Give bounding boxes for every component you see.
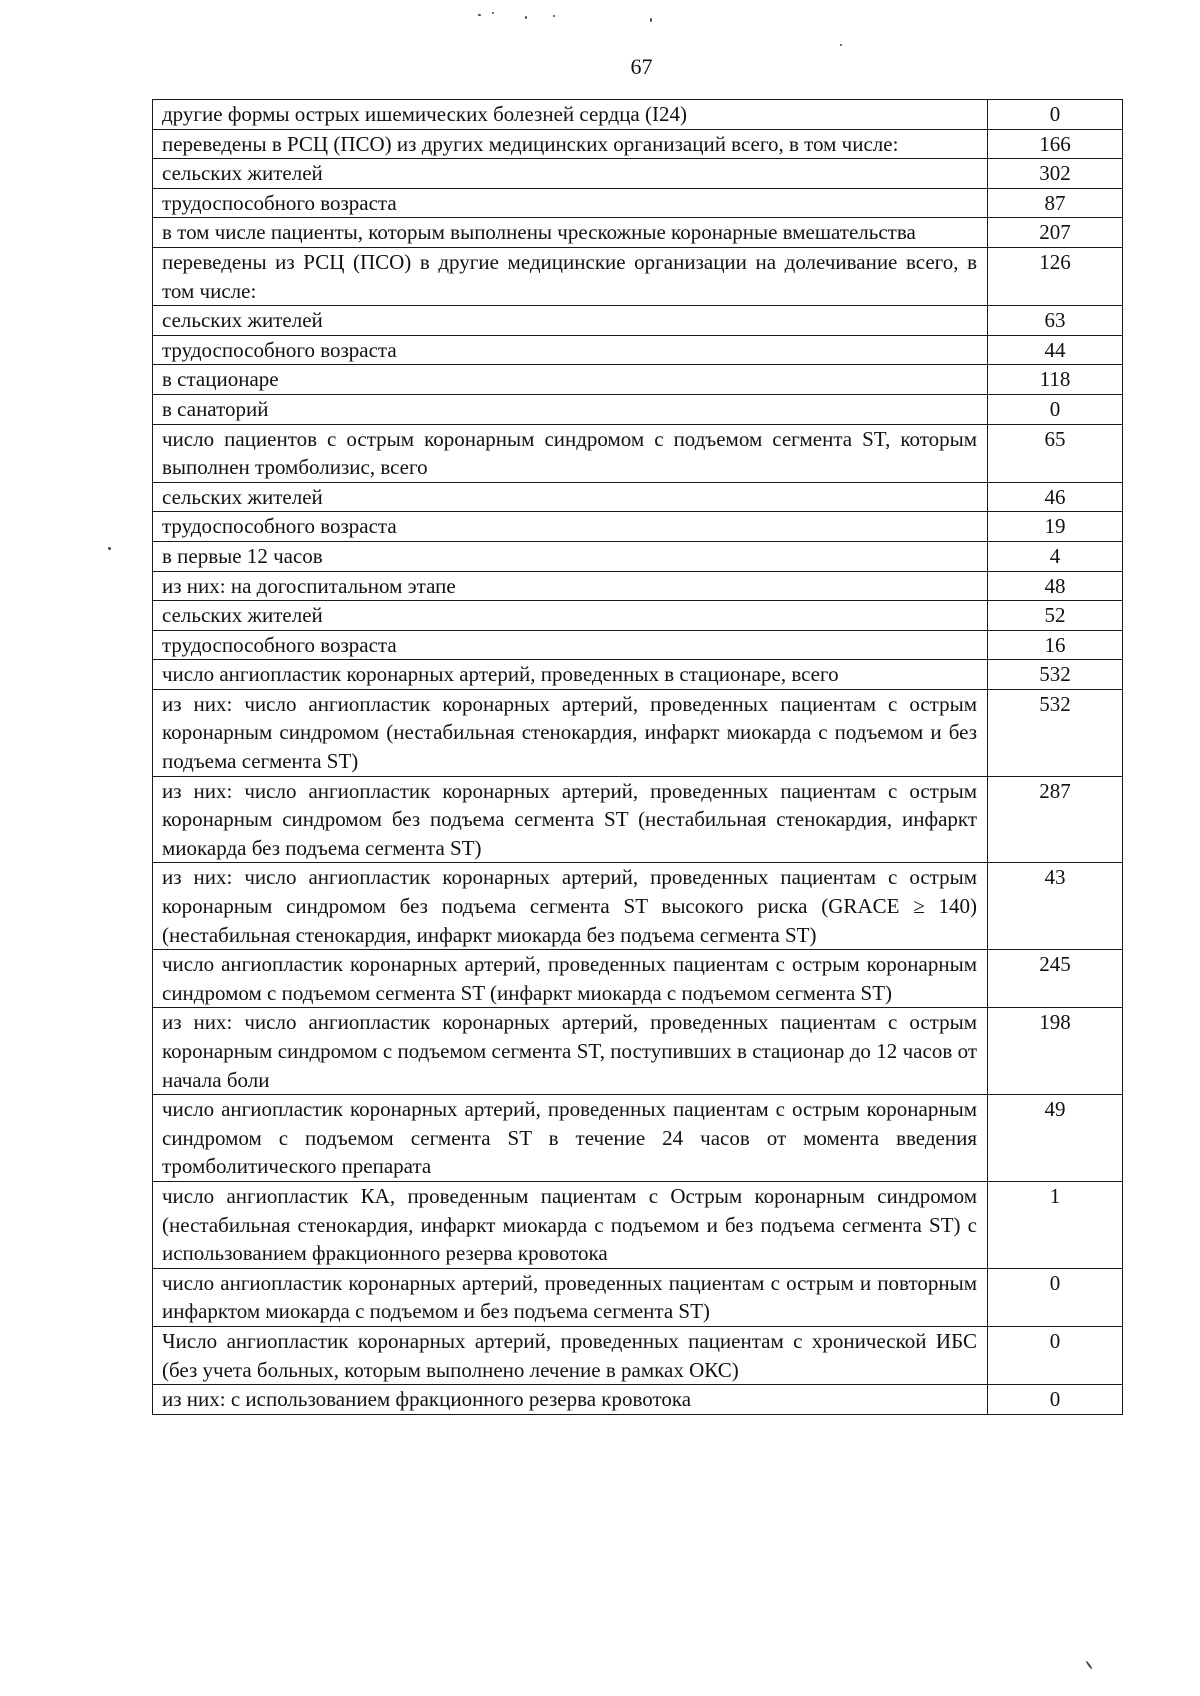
table-row — [153, 365, 1123, 395]
row-label: трудоспособного возраста — [153, 188, 988, 218]
row-value: 87 — [988, 188, 1123, 218]
row-label: из них: число ангиопластик коронарных артерий, проведенных пациентам с острым коронарным синдромом без подъема сегмента ST высокого риска (GRACE ≥ 140) (нестабильная стенокардия, инфаркт миокарда без подъема сегмента ST) — [153, 863, 988, 950]
row-value: 0 — [988, 1268, 1123, 1326]
scan-speck — [478, 14, 481, 16]
row-label: число пациентов с острым коронарным синдромом с подъемом сегмента ST, которым выполнен тромболизис, всего — [153, 424, 988, 482]
scan-speck — [525, 16, 527, 19]
table-row — [153, 482, 1123, 512]
table-row — [153, 541, 1123, 571]
row-value: 4 — [988, 541, 1123, 571]
row-label: сельских жителей — [153, 306, 988, 336]
table-row — [153, 1268, 1123, 1326]
table-row — [153, 1385, 1123, 1415]
table-row — [153, 100, 1123, 130]
row-value: 52 — [988, 601, 1123, 631]
table-row — [153, 424, 1123, 482]
row-label: число ангиопластик КА, проведенным пациентам с Острым коронарным синдромом (нестабильная стенокардия, инфаркт миокарда с подъемом и без подъема сегмента ST) с использованием фракционного резерва кровотока — [153, 1181, 988, 1268]
row-value: 0 — [988, 1326, 1123, 1384]
row-value: 63 — [988, 306, 1123, 336]
row-label: сельских жителей — [153, 159, 988, 189]
row-label: из них: число ангиопластик коронарных артерий, проведенных пациентам с острым коронарным синдромом (нестабильная стенокардия, инфаркт миокарда с подъемом и без подъема сегмента ST) — [153, 689, 988, 776]
scan-speck — [1085, 1660, 1092, 1669]
table-row — [153, 660, 1123, 690]
row-label: число ангиопластик коронарных артерий, проведенных пациентам с острым и повторным инфарктом миокарда с подъемом и без подъема сегмента ST) — [153, 1268, 988, 1326]
row-value: 532 — [988, 689, 1123, 776]
row-value: 245 — [988, 950, 1123, 1008]
row-label: трудоспособного возраста — [153, 512, 988, 542]
scan-speck — [840, 44, 842, 46]
table-row — [153, 306, 1123, 336]
table-row — [153, 394, 1123, 424]
row-value: 48 — [988, 571, 1123, 601]
row-value: 287 — [988, 776, 1123, 863]
row-value: 532 — [988, 660, 1123, 690]
statistics-table — [152, 99, 1123, 1415]
row-label: в санаторий — [153, 394, 988, 424]
row-label: в первые 12 часов — [153, 541, 988, 571]
row-label: из них: число ангиопластик коронарных артерий, проведенных пациентам с острым коронарным синдромом с подъемом сегмента ST, поступивших в стационар до 12 часов от начала боли — [153, 1008, 988, 1095]
row-value: 118 — [988, 365, 1123, 395]
row-label: трудоспособного возраста — [153, 335, 988, 365]
table-row — [153, 159, 1123, 189]
row-label: число ангиопластик коронарных артерий, проведенных пациентам с острым коронарным синдромом с подъемом сегмента ST (инфаркт миокарда с подъемом сегмента ST) — [153, 950, 988, 1008]
row-value: 0 — [988, 394, 1123, 424]
row-label: переведены в РСЦ (ПСО) из других медицинских организаций всего, в том числе: — [153, 129, 988, 159]
table-row — [153, 188, 1123, 218]
table-row — [153, 950, 1123, 1008]
row-label: число ангиопластик коронарных артерий, проведенных в стационаре, всего — [153, 660, 988, 690]
row-label: Число ангиопластик коронарных артерий, проведенных пациентам с хронической ИБС (без учета больных, которым выполнено лечение в рамках ОКС) — [153, 1326, 988, 1384]
statistics-table-body — [153, 100, 1123, 1415]
table-row — [153, 1181, 1123, 1268]
row-value: 166 — [988, 129, 1123, 159]
row-label: в стационаре — [153, 365, 988, 395]
row-label: трудоспособного возраста — [153, 630, 988, 660]
row-value: 49 — [988, 1095, 1123, 1182]
row-value: 65 — [988, 424, 1123, 482]
row-label: сельских жителей — [153, 482, 988, 512]
row-value: 207 — [988, 218, 1123, 248]
table-row — [153, 1326, 1123, 1384]
table-row — [153, 335, 1123, 365]
row-label: в том числе пациенты, которым выполнены чрескожные коронарные вмешательства — [153, 218, 988, 248]
scan-speck — [492, 12, 494, 14]
row-label: из них: число ангиопластик коронарных артерий, проведенных пациентам с острым коронарным синдромом без подъема сегмента ST (нестабильная стенокардия, инфаркт миокарда без подъема сегмента ST) — [153, 776, 988, 863]
table-row — [153, 863, 1123, 950]
table-row — [153, 1095, 1123, 1182]
row-value: 19 — [988, 512, 1123, 542]
row-label: число ангиопластик коронарных артерий, проведенных пациентам с острым коронарным синдромом с подъемом сегмента ST в течение 24 часов от момента введения тромболитического препарата — [153, 1095, 988, 1182]
table-row — [153, 689, 1123, 776]
row-value: 126 — [988, 247, 1123, 305]
row-label: сельских жителей — [153, 601, 988, 631]
row-value: 44 — [988, 335, 1123, 365]
table-row — [153, 1008, 1123, 1095]
row-value: 46 — [988, 482, 1123, 512]
row-value: 0 — [988, 100, 1123, 130]
row-value: 0 — [988, 1385, 1123, 1415]
row-value: 198 — [988, 1008, 1123, 1095]
scan-speck — [553, 15, 555, 17]
scan-speck — [108, 547, 111, 550]
row-label: другие формы острых ишемических болезней сердца (I24) — [153, 100, 988, 130]
table-row — [153, 247, 1123, 305]
row-label: из них: на догоспитальном этапе — [153, 571, 988, 601]
row-value: 1 — [988, 1181, 1123, 1268]
table-row — [153, 776, 1123, 863]
scan-speck — [650, 18, 652, 22]
row-label: переведены из РСЦ (ПСО) в другие медицинские организации на долечивание всего, в том числе: — [153, 247, 988, 305]
table-row — [153, 571, 1123, 601]
table-row — [153, 218, 1123, 248]
page-number: 67 — [630, 54, 653, 79]
row-value: 302 — [988, 159, 1123, 189]
table-row — [153, 512, 1123, 542]
table-row — [153, 601, 1123, 631]
row-value: 16 — [988, 630, 1123, 660]
table-row — [153, 630, 1123, 660]
table-row — [153, 129, 1123, 159]
row-value: 43 — [988, 863, 1123, 950]
row-label: из них: с использованием фракционного резерва кровотока — [153, 1385, 988, 1415]
